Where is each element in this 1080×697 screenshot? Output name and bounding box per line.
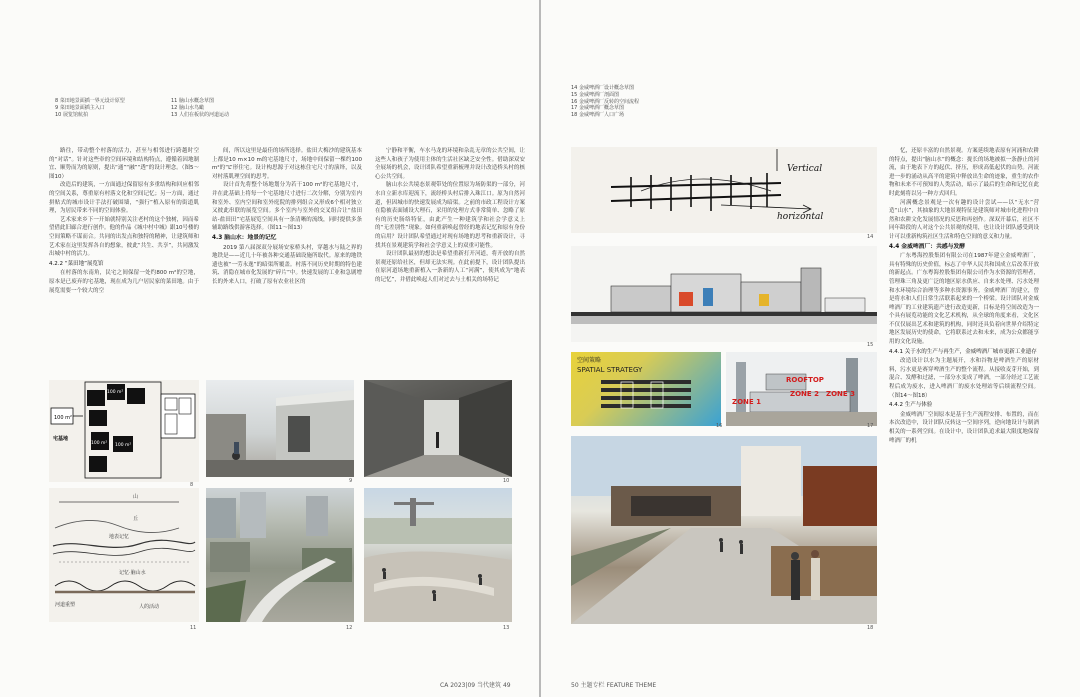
plan-label: 宅基地 [53,436,69,442]
caption-14: 14 金威啤酒厂设计概念草图 [571,85,634,91]
plan-label: 100 m² [115,443,132,448]
paragraph: 间，所以这里是最佳的场所选择。盐田大梅沙的建筑基本上都是10 m×10 m的宅基地尺寸，场地中间保留一棵约100 m²的“L”形住宅。设计构思源于对这栋住宅尺寸的演绎，以及对村落肌理空间的思考。 [212,148,362,180]
zone-label: ZONE 1 [732,398,761,406]
figure-14-concept-sketch [571,147,877,233]
sketch-label: 记忆·脑山水 [119,570,146,576]
paragraph: 改造设计以水为主题展开，水和谷物是啤酒生产的原材料，污水更是赛穿啤酒生产的整个流程。从接收麦芽开始，到混合、发酵和过滤，一部分水变成了啤酒，一部分经过工艺流程后成为废水，进入啤酒厂的废水处理站等后续流程空间。（图14～图18） [889,358,1039,399]
strategy-subtitle: SPATIAL STRATEGY [577,366,643,374]
zone-label: ZONE 3 [826,390,855,398]
figure-16-spatial-strategy [571,352,721,426]
section-heading: 4.2.2 “菜田地”展览馆 [49,260,104,267]
figure-number: 11 [190,625,197,631]
paragraph: 忆，还原丰富的自然景观。方案延续地表原有河涌和农耕的特点，提出“脑山水”的概念：拢长的场地被拟一条静止的河流，由于地表下方的起伏、挤压，形成高低起伏的山势。河流进一步的涌动从高平的建筑中释放出生命的迹象，重生的农作物和未来不可预知的人类活动，暗示了最后的生命和记忆在此时此刻将以另一种方式回归。 [889,148,1039,197]
sketch-svg [571,147,877,233]
figure-number: 15 [867,342,874,348]
subsection-heading: 4.4.1 关于水的生产与再生产，金威啤酒厂城市更新工业遗存 [889,348,1037,355]
plan-label: 100 m² [54,415,73,421]
column-2 [212,147,362,295]
caption-16: 16 金威啤酒厂反转的空间流程 [571,98,639,105]
caption-block [55,98,125,118]
figure-13-plaza-photo [364,488,512,622]
caption-8: 8 菜田地景面插一界元设计原型 [55,98,125,104]
section-heading: 4.4 金威啤酒厂：共感与发酵 [889,243,966,250]
figure-number: 12 [346,625,353,631]
render-svg [571,436,877,624]
body-columns-right [889,147,1039,445]
paragraph: 改造后的建筑，一方面通过保留原有多重结构和回应相邻的空间关系，尊重原有村落文化和空间记忆；另一方面，通过拼贴式的城市设计手法打破围墙，“强行”植入原有的街道肌理，为居民带来不同的空间体验。 [49,182,199,215]
paragraph: 金威啤酒厂空间原本是基于生产流程安排、布置的，而在本次改造中，设计团队反转这一空间序列，逆向地设计与制酒相关的一系列空间。在设计中，设计团队追求最大限度地保留啤酒厂的机 [889,411,1039,444]
page-folio: CA 2023|09 当代建筑 49 [440,682,511,689]
caption-13: 13 人们在板状的河道运动 [171,111,229,118]
paragraph: 脑山水公共境态景观带处的位置原为场防渠的一部分，河水自立新水库迎流下，流经桥头村后排入珠江口。原为自然河道，但因城市的快速发展成为暗渠。之前的市政工程设计方案在隐被表面铺设大理石，采用的处理方式非常简单、忽略了原有的历史肠络特征，由此产生一种建筑学和社会学意义上的“无差别性”现象。如何重新唤起曾经的地表记忆和原有身份的启用？设计团队希望通过对现有场地的思考和重新设计，寻找其在景观建筑学和社会学意义上的双重可能性。 [375,182,525,249]
caption-18: 18 金威啤酒厂人口广场 [571,112,624,119]
left-page [0,0,539,697]
subsection-heading: 4.4.2 生产与体验 [889,402,933,409]
figure-18-entrance-plaza-render [571,436,877,624]
column-1 [49,147,199,295]
caption-17: 17 金威啤酒厂概念草图 [571,105,624,112]
strategy-title: 空间策略 [577,357,602,364]
figure-number: 18 [867,625,874,631]
figure-15-section-drawing [571,246,877,342]
figure-number: 17 [867,423,874,429]
zone-label: ROOFTOP [786,376,824,384]
photo-svg [364,380,512,477]
paragraph: 河满概念景观是一次有趣的设计尝试——以“无水”营造“山水”，其抽象的大地景观特征是建筑师对城市化进程中自然和农耕文化发展情况的反思和再创作。深双开幕后，社区不同年龄段的人对这个公共景观的使用，也让设计团队感受到设计可以重新构筑社区生活和特色空间的意义和力量。 [889,199,1039,240]
caption-15: 15 金威啤酒厂剖面图 [571,91,619,98]
caption-block [571,85,639,119]
zone-sketch-svg [726,352,877,426]
sketch-label: 地表记忆 [109,534,130,540]
plan-label: 100 m² [91,441,108,446]
paragraph: 2019 第八届深双分展场安家桥头村，穿越水与陆之界的地铁是——近几十年被各种交通基础设施所取代。原来的地铁遗也被“一劳永逸”的暗渠所覆盖。村落不同历史时期的特色建筑、消隐在城市化发展的“碎片”中。快速发展的工业和急剧增长的外来人口，打破了原有农业社区的 [212,244,362,285]
photo-svg [364,488,512,622]
caption-11: 11 脑山水概念草图 [171,98,214,104]
body-columns [49,147,525,295]
figure-number: 14 [867,234,874,240]
sketch-label: Vertical [787,164,823,174]
figure-number: 9 [349,478,353,484]
figure-9-photo-entrance [206,380,354,477]
figure-number: 10 [503,478,510,484]
section-svg [571,246,877,342]
caption-10: 10 展览馆航拍 [55,111,88,118]
strategy-svg [571,352,721,426]
figure-number: 13 [503,625,510,631]
section-heading: 4.3 脑山水：地景的记忆 [212,234,277,241]
sketch-svg [49,488,199,622]
sketch-label: horizontal [777,212,824,222]
figure-10-photo-corridor [364,380,512,477]
figure-11-concept-sketch [49,488,199,622]
paragraph: 广东粤海控股集团有限公司在1987年建立金威啤酒厂，具有特殊的历史价值，标志了中华人民共和国成立后改革开放的新起点。广东粤海控股集团有限公司作为水资源的管理者，管理珠三角及更广泛的地区原水供应、自来水处理、污水处理和水环境综合治理等多种水资源事务。金威啤酒厂的建立，曾是将水和人们日常生活联系起来的一个桥梁。设计团队对金威啤酒厂的工业建筑遗产进行改造更新，目标是将空间改造为一个具有展览功能的文化艺术机构，从全球的角度来看，文化区不仅仅展出艺术和建筑的机构，同时还具负着向世界介绍特定地区发展历史的使命，它将联系过去和未来，成为公众都能享用的文化设施。 [889,253,1039,346]
figure-12-aerial-photo [206,488,354,622]
page-folio: 50 主题专栏 FEATURE THEME [571,682,657,689]
caption-9: 9 菜田地景面插主入口 [55,104,105,111]
paragraph: 在村落的东南角，民宅之间保留一处约800 m²的空地，原本是已废弃的宅基地，现在成为几户居民家的菜田地。由于展览需要一个较大的空 [49,270,199,294]
figure-8-plan-diagram [49,380,199,482]
sketch-label: 河道重塑 [55,602,76,608]
paragraph: 艺术家来乡下一开始就特别关注老村的这个独树，因而希望借此旧廊合进行创作。他的作品《城中村中城》跟10号楼的空间策略不谋而合。共同的出发点和独特的精神，让建筑师和艺术家在这里发挥各自的想象，彼此“共生、共享”，共同激发出城中村的活力。 [49,216,200,258]
figure-number: 16 [716,423,723,429]
sketch-label: 山 [133,494,139,500]
photo-svg [206,380,354,477]
paragraph: 设计团队最初的想法是希望重新打开河道，将开放的自然景观还原给社区，但却无法实现。在此前提下，设计团队提出在原河道场地重新植入一条新的人工“河满”，使其成为“地表的记忆”，并借此唤起人们对过去与土相关的场特记 [375,251,525,283]
figure-17-concept-sketch [726,352,877,426]
column-right [889,147,1039,445]
caption-block-b [171,98,229,118]
plan-label: 100 m² [107,390,124,395]
sketch-label: 丘 [133,516,139,522]
sketch-label: 人的活动 [139,604,160,610]
plan-diagram-svg [49,380,199,482]
column-3 [375,147,525,295]
right-page [541,0,1080,697]
photo-svg [206,488,354,622]
zone-label: ZONE 2 [790,390,819,398]
caption-12: 12 脑山水鸟瞰 [171,104,204,111]
paragraph: 设计首先将整个场地划分为若干100 m²的宅基地尺寸，并在此基础上将每一个宅基地尺寸进行二次分解，分别为室内和室外、室内空间和室外庭院的排列组合又形成6个相对独立又彼此串联的展览空间。多个室内与室外的交叉组合让“盐田站-盐田田”宅基展览空间具有一条清晰的流线，同时提供多条辅助路线供游客选择。（图11～图13） [212,182,362,232]
paragraph: 路往，带动整个村落的活力，甚至与相邻进行跨越时空的“对话”。针对这些牵的空间环境和结构特点，遵循着因地制宜、顺势而为的原则，提出“通”“融”“透”的设计理念。（图5～图10） [49,148,199,180]
paragraph: 宁静和平衡，车水马龙的环境和杂乱无章的公共空间，让这些人和孩子为使用主体的生活社区缺乏安全性。借助深双安全展场的机会，设计团队希望重新梳理并设计改造桥头村的核心公共空间。 [375,148,525,180]
figure-number: 8 [190,482,194,488]
